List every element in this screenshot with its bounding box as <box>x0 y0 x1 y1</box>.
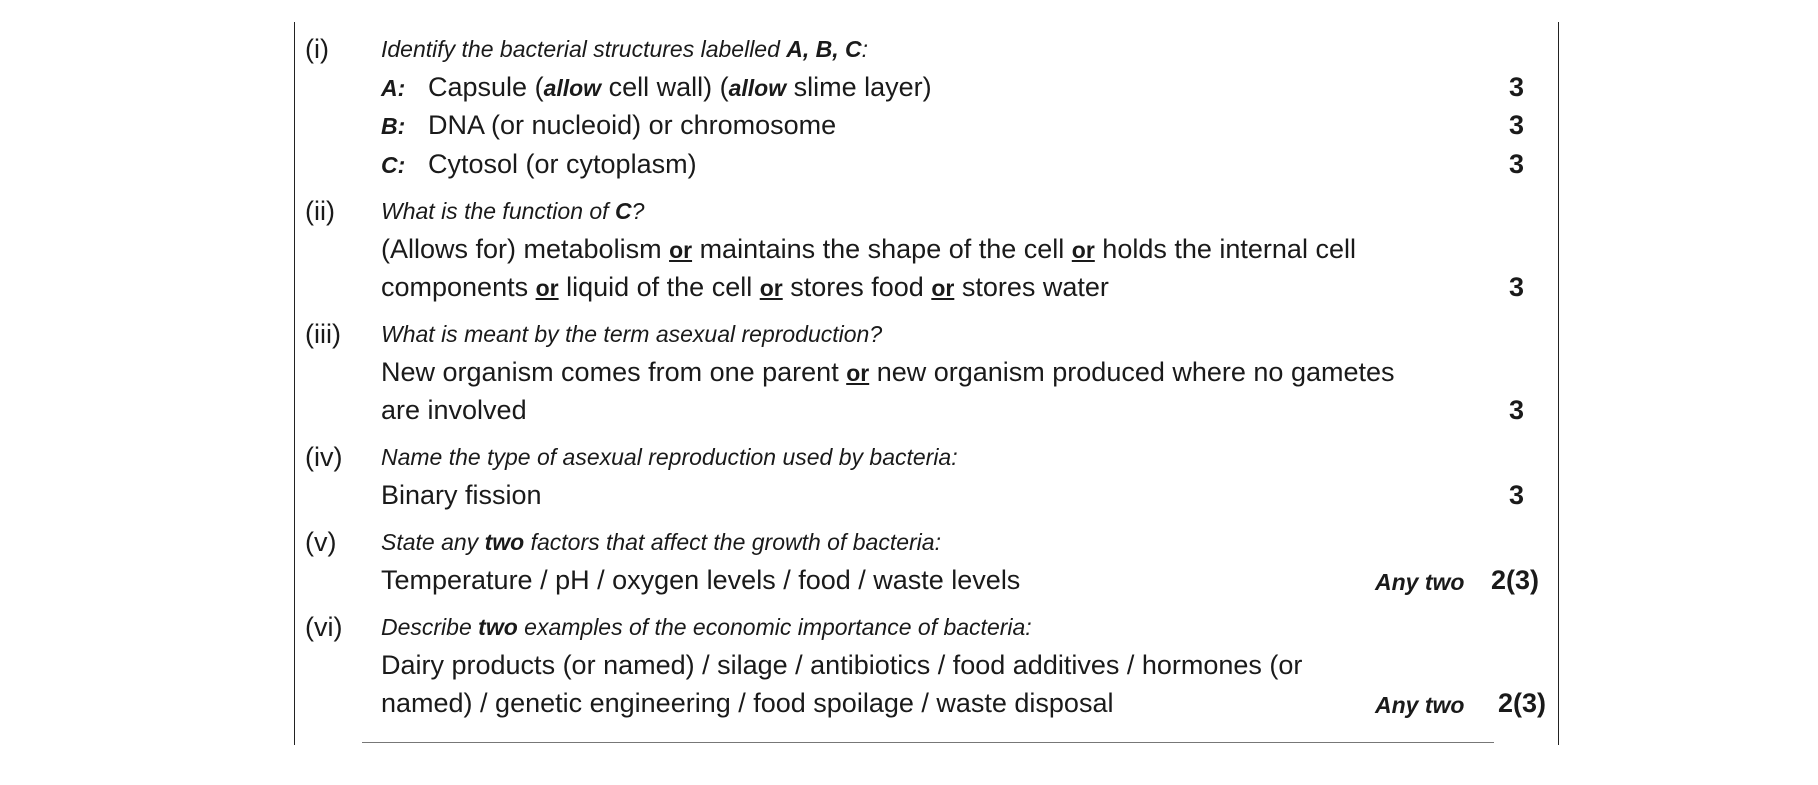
answer-b: B: DNA (or nucleoid) or chromosome <box>381 106 836 145</box>
mark-a: 3 <box>1509 72 1525 102</box>
question-number-iii: (iii) <box>305 319 341 349</box>
answer-ii-line2: components or liquid of the cell or stores food or stores water <box>381 272 1109 302</box>
answer-a: A: Capsule (allow cell wall) (allow slime layer) <box>381 68 932 107</box>
mark-iii: 3 <box>1509 395 1525 425</box>
mark-b: 3 <box>1509 110 1525 140</box>
bottom-rule <box>362 742 1494 743</box>
answer-iii-line2: are involved <box>381 395 527 425</box>
question-number-v: (v) <box>305 527 337 557</box>
left-border <box>294 22 295 745</box>
answer-vi-line2: named) / genetic engineering / food spoilage / waste disposal <box>381 688 1114 718</box>
answer-iv: Binary fission <box>381 480 542 510</box>
answer-ii-line1: (Allows for) metabolism or maintains the shape of the cell or holds the internal cell <box>381 234 1356 264</box>
mark-v: 2(3) <box>1491 565 1540 595</box>
question-iv-prompt: Name the type of asexual reproduction used by bacteria: <box>381 444 958 470</box>
label-a: A: <box>381 75 406 101</box>
question-ii-prompt: What is the function of C? <box>381 198 645 224</box>
answer-vi-line1: Dairy products (or named) / silage / antibiotics / food additives / hormones (or <box>381 650 1303 680</box>
question-number-ii: (ii) <box>305 196 335 226</box>
answer-c: C: Cytosol (or cytoplasm) <box>381 145 697 184</box>
question-iii-prompt: What is meant by the term asexual reproduction? <box>381 321 883 347</box>
question-number-iv: (iv) <box>305 442 343 472</box>
label-b: B: <box>381 113 406 139</box>
question-number-vi: (vi) <box>305 612 343 642</box>
question-v-prompt: State any two factors that affect the growth of bacteria: <box>381 529 941 555</box>
answer-iii-line1: New organism comes from one parent or new organism produced where no gametes <box>381 357 1395 387</box>
question-i-prompt: Identify the bacterial structures labelled A, B, C: <box>381 36 869 62</box>
question-vi-prompt: Describe two examples of the economic importance of bacteria: <box>381 614 1032 640</box>
question-number-i: (i) <box>305 34 329 64</box>
right-border <box>1558 22 1559 745</box>
any-two-note-v: Any two <box>1375 569 1465 595</box>
answer-v: Temperature / pH / oxygen levels / food / waste levels <box>381 565 1021 595</box>
mark-ii: 3 <box>1509 272 1525 302</box>
mark-vi: 2(3) <box>1498 688 1547 718</box>
any-two-note-vi: Any two <box>1375 692 1465 718</box>
label-c: C: <box>381 152 406 178</box>
mark-c: 3 <box>1509 149 1525 179</box>
mark-iv: 3 <box>1509 480 1525 510</box>
